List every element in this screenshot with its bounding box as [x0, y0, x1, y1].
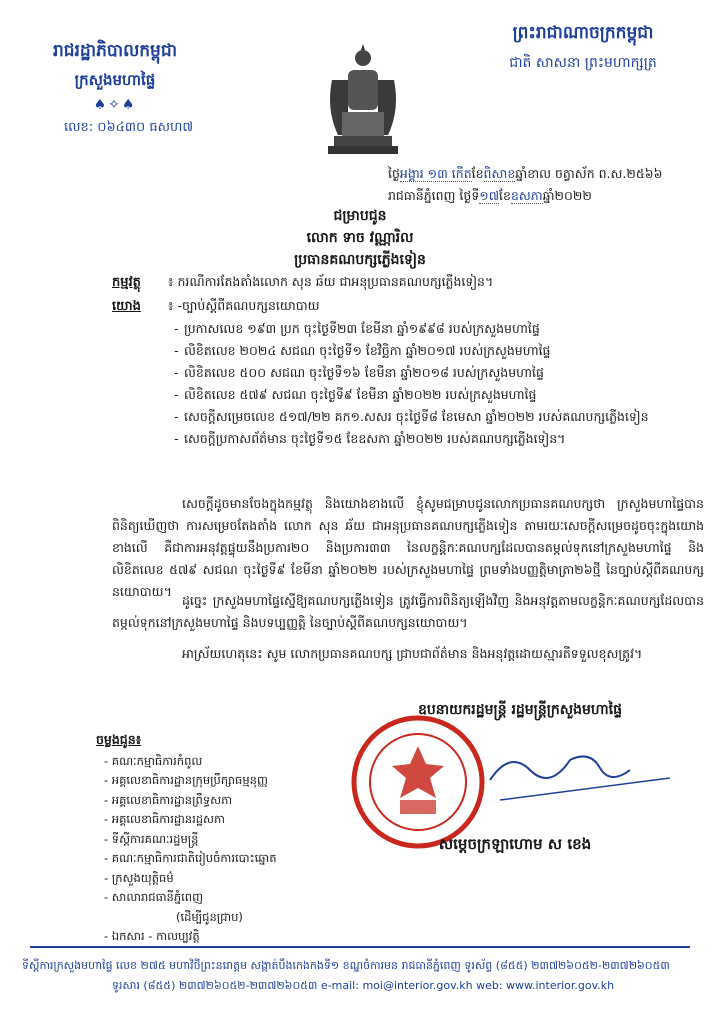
- list-item: - ក្រសួងយុត្តិធម៌: [104, 870, 174, 885]
- ornament: ♠✧♠: [93, 97, 137, 113]
- list-item: - ប្រកាសលេខ ១៩៣ ប្រក ចុះថ្ងៃទី២៣ ខែមីនា ឆ្នាំ១៩៩៨ របស់ក្រសួងមហាផ្ទៃ: [174, 318, 702, 340]
- list-item: - អគ្គលេខាធិការដ្ឋានក្រុមប្រឹក្សាធម្មនុញ្ញ: [104, 773, 268, 787]
- list-item: - ឯកសារ - កាលប្បវត្តិ: [104, 929, 200, 943]
- royal-emblem-icon: [318, 40, 408, 160]
- signer-name: សម្ដេចក្រឡាហោម ស ខេង: [438, 835, 592, 853]
- list-item: - លិខិតលេខ ៥០០ សជណ ចុះថ្ងៃទី១៦ ខែមីនា ឆ្នាំ២០១៨ របស់ក្រសួងមហាផ្ទៃ: [174, 362, 702, 384]
- footer-address: ទីស្តីការក្រសួងមហាផ្ទៃ លេខ ២៧៥ មហាវិថីព្រះនរោត្តម សង្កាត់បឹងកេងកងទី១ ខណ្ឌចំការមន រាជធានីភ្នំពេញ ទូរស័ព្ទ (៨៥៥) ២៣៧២៦០៥២-២៣៧២៦០៥៣: [22, 959, 670, 972]
- list-item: - អគ្គលេខាធិការដ្ឋានព្រឹទ្ធសភា: [104, 792, 233, 807]
- lunar-date: ថ្ងៃអង្គារ ១៣ កើតខែពិសាខឆ្នាំខាល ចត្វាស័ក ព.ស.២៥៦៦: [388, 166, 663, 181]
- body-paragraph-3: អាស្រ័យហេតុនេះ សូម លោកប្រធានគណបក្ស ជ្រាបជាព័ត៌មាន និងអនុវត្តដោយស្មារតីទទួលខុសត្រូវ។: [182, 646, 643, 661]
- ministry-name: ក្រសួងមហាផ្ទៃ: [74, 71, 156, 89]
- cc-list: [96, 730, 336, 947]
- body-paragraph-1: សេចក្ដីដូចមានចែងក្នុងកម្មវត្ថុ និងយោងខាងលើ ខ្ញុំសូមជម្រាបជូនលោកប្រធានគណបក្សថា ក្រសួងមហាផ្ទៃបានពិនិត្យឃើញថា ការសម្រេចតែងតាំង លោក សុន ឆ័យ ជាអនុប្រធានគណបក្សភ្លើងទៀន តាមរយៈសេចក្ដីសម្រេចដូចចុះក្នុងយោងខាងលើ គឺជាការអនុវត្តផ្ទុយនឹងប្រការ២០ និងប្រការ៣៣ នៃលក្ខន្តិកៈគណបក្សដែលបានតម្កល់ទុកនៅក្រសួងមហាផ្ទៃ និងលិខិតលេខ ៥៧៩ សជណ ចុះថ្ងៃទី៩ ខែមីនា ឆ្នាំ២០២២ របស់ក្រសួងមហាផ្ទៃ ព្រមទាំងបញ្ញត្តិមាត្រា២៦ថ្មី នៃច្បាប់ស្ដីពីគណបក្សនយោបាយ។: [112, 496, 704, 599]
- list-item: - លិខិតលេខ ២០២៤ សជណ ចុះថ្ងៃទី១ ខែវិច្ឆិកា ឆ្នាំ២០១៧ របស់ក្រសួងមហាផ្ទៃ: [174, 340, 702, 362]
- date-block: [388, 163, 708, 207]
- government-name: រាជរដ្ឋាភិបាលកម្ពុជា: [52, 41, 178, 61]
- references: យោង ៖ -ច្បាប់ស្ដីពីគណបក្សនយោបាយ - ប្រកាសលេខ ១៩៣ ប្រក ចុះថ្ងៃទី២៣ ខែមីនា ឆ្នាំ១៩៩៨ របស់ក្រសួងមហាផ្ទៃ - លិខិតលេខ ២០២៤ សជណ ចុះថ្ងៃទី១ ខែវិច្ឆិកា ឆ្នាំ២០១៧ របស់ក្រសួងមហាផ្ទៃ - លិខិតលេខ ៥០០ សជណ ចុះថ្ងៃទី១៦ ខែមីនា ឆ្នាំ២០១៨ របស់ក្រសួងមហាផ្ទៃ - លិខិតលេខ ៥៧៩ សជណ ចុះថ្ងៃទី៩ ខែមីនា ឆ្នាំ២០២២ របស់ក្រសួងមហាផ្ទៃ - សេចក្ដីសម្រេចលេខ ៥១៧/២២ គក១.សសរ ចុះថ្ងៃទី៨ ខែមេសា ឆ្នាំ២០២២ របស់គណបក្សភ្លើងទៀន - សេចក្ដីប្រកាសព័ត៌មាន ចុះថ្ងៃទី១៥ ខែឧសភា ឆ្នាំ២០២២ របស់គណបក្សភ្លើងទៀន។: [112, 295, 702, 450]
- list-item: - គណៈកម្មាធិការជាតិរៀបចំការបោះឆ្នោត: [104, 851, 277, 865]
- national-motto: ជាតិ សាសនា ព្រះមហាក្សត្រ: [509, 55, 657, 71]
- addressee-greeting: ជម្រាបជូន: [333, 208, 387, 224]
- signer-title: ឧបនាយករដ្ឋមន្ត្រី រដ្ឋមន្ត្រីក្រសួងមហាផ្ទៃ: [417, 702, 622, 718]
- list-item: - លិខិតលេខ ៥៧៩ សជណ ចុះថ្ងៃទី៩ ខែមីនា ឆ្នាំ២០២២ របស់ក្រសួងមហាផ្ទៃ: [174, 384, 702, 406]
- body-paragraph-2: ដូច្នេះ ក្រសួងមហាផ្ទៃស្នើឱ្យគណបក្សភ្លើងទៀន ត្រូវធ្វើការពិនិត្យឡើងវិញ និងអនុវត្តតាមលក្ខន្តិកៈគណបក្សដែលបានតម្កល់ទុកនៅក្រសួងមហាផ្ទៃ និងបទប្បញ្ញត្តិ នៃច្បាប់ស្ដីពីគណបក្សនយោបាយ។: [112, 593, 704, 630]
- list-item: - សេចក្ដីសម្រេចលេខ ៥១៧/២២ គក១.សសរ ចុះថ្ងៃទី៨ ខែមេសា ឆ្នាំ២០២២ របស់គណបក្សភ្លើងទៀន: [174, 406, 702, 428]
- list-item: - គណៈកម្មាធិការកំពូល: [104, 753, 203, 768]
- reference-label: យោង: [112, 299, 141, 314]
- reference-number: លេខ: ០៦៤៣០ ធសហ៧: [64, 120, 193, 135]
- subject-text: ករណីការតែងតាំងលោក សុន ឆ័យ ជាអនុប្រធានគណបក្សភ្លើងទៀន។: [177, 274, 494, 289]
- footer-contact: ទូរសារ (៨៥៥) ២៣៧២៦០៥២-២៣៧២៦០៥៣ e-mail: moi@interior.gov.kh web: www.interior.gov.kh: [112, 979, 615, 992]
- reference-list: [112, 318, 702, 450]
- list-item: - ទីស្តីការគណៈរដ្ឋមន្ត្រី: [104, 831, 199, 846]
- kingdom-header: [468, 22, 698, 74]
- addressee-name: លោក ទាច វណ្ណារិល: [306, 230, 414, 246]
- subject-label: កម្មវត្ថុ: [112, 275, 141, 290]
- signature-icon: [480, 730, 680, 810]
- cc-title: ចម្លងជូន៖: [96, 732, 142, 747]
- footer: [22, 956, 702, 996]
- ministry-header: [20, 40, 210, 138]
- kingdom-name: ព្រះរាជាណាចក្រកម្ពុជា: [512, 23, 654, 43]
- cc-note: (ដើម្បីជូនជ្រាប): [176, 909, 243, 924]
- list-item: - អគ្គលេខាធិការដ្ឋានរដ្ឋសភា: [104, 812, 225, 826]
- addressee: [160, 205, 560, 271]
- reference-first: -ច្បាប់ស្ដីពីគណបក្សនយោបាយ: [177, 298, 320, 313]
- list-item: - សេចក្ដីប្រកាសព័ត៌មាន ចុះថ្ងៃទី១៥ ខែឧសភា ឆ្នាំ២០២២ របស់គណបក្សភ្លើងទៀន។: [174, 428, 702, 450]
- official-seal-icon: [348, 712, 488, 852]
- addressee-title: ប្រធានគណបក្សភ្លើងទៀន: [294, 252, 426, 268]
- list-item: - សាលារាជធានីភ្នំពេញ: [104, 890, 204, 904]
- footer-divider: [30, 946, 690, 948]
- subject-line: កម្មវត្ថុ ៖ ករណីការតែងតាំងលោក សុន ឆ័យ ជាអនុប្រធានគណបក្សភ្លើងទៀន។: [112, 272, 702, 293]
- solar-date: រាជធានីភ្នំពេញ ថ្ងៃទី១៧ខែឧសភាឆ្នាំ២០២២: [388, 188, 592, 203]
